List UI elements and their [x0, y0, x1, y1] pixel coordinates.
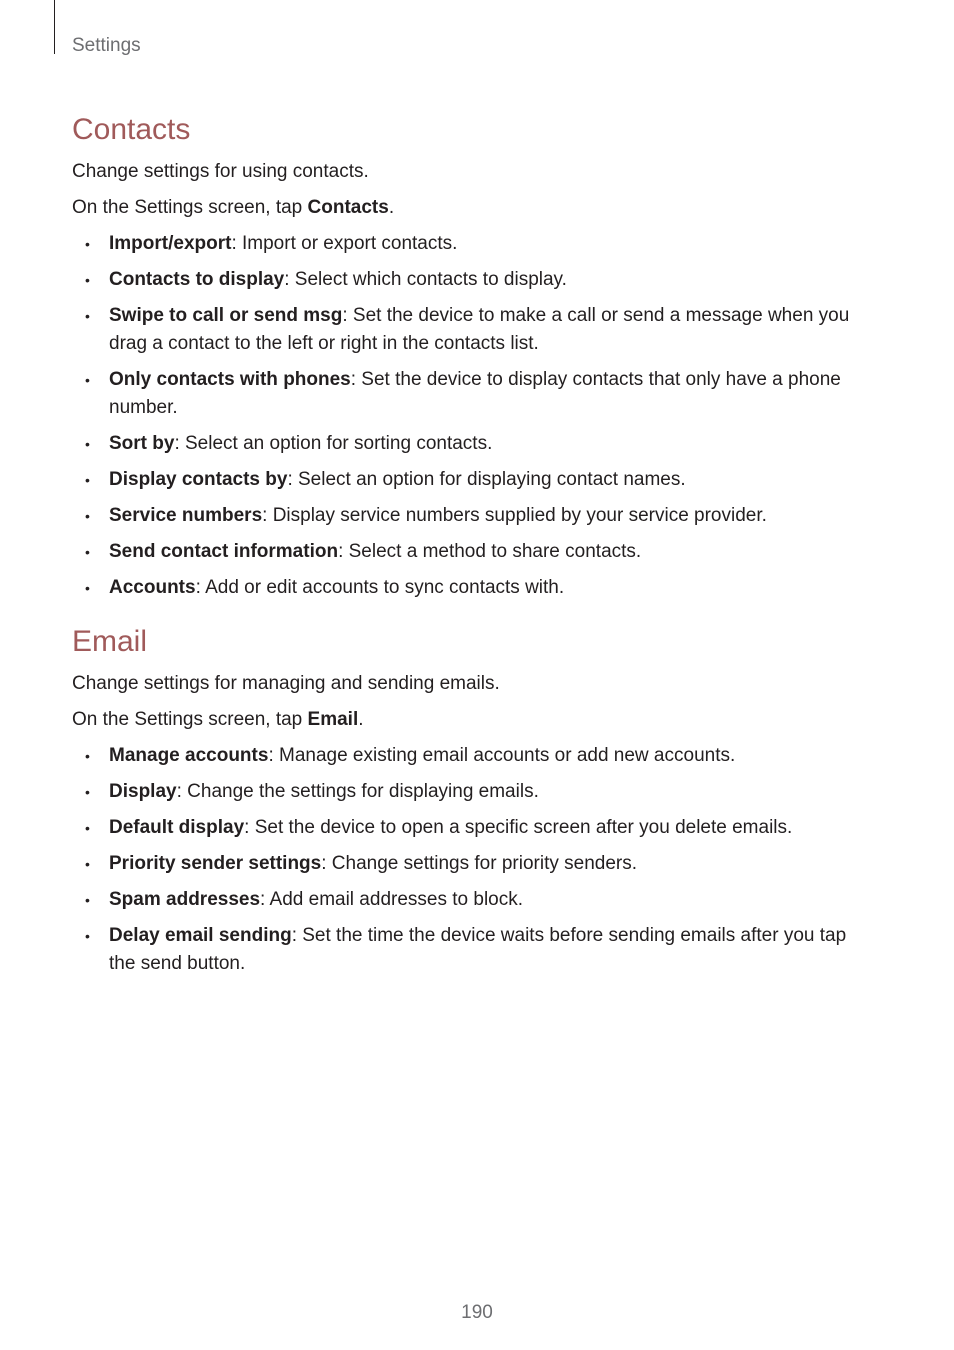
item-description: : Change settings for priority senders. — [321, 853, 637, 874]
item-term: Swipe to call or send msg — [109, 305, 343, 326]
item-description: : Import or export contacts. — [231, 233, 458, 254]
item-term: Priority sender settings — [109, 853, 322, 874]
list-item — [72, 742, 872, 770]
bullet-icon: • — [85, 820, 90, 836]
item-term: Display contacts by — [109, 469, 288, 490]
item-description: : Select a method to share contacts. — [338, 541, 642, 562]
item-term: Display — [109, 781, 177, 802]
item-term: Accounts — [109, 577, 196, 598]
item-description: : Display service numbers supplied by your service provider. — [262, 505, 767, 526]
instruction-target: Email — [307, 709, 359, 730]
instruction-suffix: . — [358, 709, 364, 730]
list-item — [72, 366, 872, 422]
item-term: Service numbers — [109, 505, 263, 526]
bullet-icon: • — [85, 372, 90, 388]
list-item — [72, 302, 872, 358]
list-item — [72, 814, 872, 842]
section-intro: Change settings for using contacts. — [72, 161, 369, 182]
bullet-icon: • — [85, 436, 90, 452]
list-item — [72, 466, 872, 494]
item-description: : Set the device to open a specific screen after you delete emails. — [244, 817, 793, 838]
list-item — [72, 430, 872, 458]
options-list — [72, 230, 872, 602]
list-item — [72, 230, 872, 258]
item-description: : Add or edit accounts to sync contacts with. — [195, 577, 565, 598]
item-term: Sort by — [109, 433, 175, 454]
bullet-icon: • — [85, 928, 90, 944]
item-term: Contacts to display — [109, 269, 285, 290]
item-description: : Change the settings for displaying emails. — [176, 781, 539, 802]
header-rule — [54, 0, 55, 54]
bullet-icon: • — [85, 472, 90, 488]
item-description: : Select an option for displaying contact names. — [287, 469, 686, 490]
item-term: Send contact information — [109, 541, 339, 562]
item-term: Delay email sending — [109, 925, 292, 946]
section-title: Contacts — [72, 113, 191, 146]
options-list — [72, 742, 872, 978]
section-instruction — [72, 194, 872, 222]
bullet-icon: • — [85, 856, 90, 872]
section-intro: Change settings for managing and sending emails. — [72, 673, 500, 694]
bullet-icon: • — [85, 580, 90, 596]
item-description: : Select which contacts to display. — [284, 269, 567, 290]
item-description: : Set the device to make a call or send a message when you drag a contact to the left or right in the contacts list. — [109, 305, 850, 354]
running-header: Settings — [72, 35, 141, 56]
list-item — [72, 502, 872, 530]
section-title: Email — [72, 625, 148, 658]
bullet-icon: • — [85, 784, 90, 800]
item-description: : Manage existing email accounts or add new accounts. — [268, 745, 736, 766]
page-content — [72, 108, 872, 996]
item-description: : Set the time the device waits before sending emails after you tap the send button. — [109, 925, 847, 974]
section-email — [72, 620, 872, 978]
bullet-icon: • — [85, 544, 90, 560]
instruction-target: Contacts — [307, 197, 389, 218]
bullet-icon: • — [85, 236, 90, 252]
bullet-icon: • — [85, 508, 90, 524]
bullet-icon: • — [85, 892, 90, 908]
item-description: : Set the device to display contacts that only have a phone number. — [109, 369, 841, 418]
bullet-icon: • — [85, 308, 90, 324]
list-item — [72, 266, 872, 294]
instruction-suffix: . — [388, 197, 395, 218]
instruction-prefix: On the Settings screen, tap — [72, 709, 308, 730]
list-item — [72, 922, 872, 978]
list-item — [72, 886, 872, 914]
list-item — [72, 778, 872, 806]
bullet-icon: • — [85, 748, 90, 764]
section-contacts — [72, 108, 872, 602]
bullet-icon: • — [85, 272, 90, 288]
item-term: Spam addresses — [109, 889, 261, 910]
item-term: Manage accounts — [109, 745, 269, 766]
page-number: 190 — [461, 1302, 493, 1323]
list-item — [72, 538, 872, 566]
list-item — [72, 574, 872, 602]
list-item — [72, 850, 872, 878]
item-description: : Select an option for sorting contacts. — [174, 433, 493, 454]
item-description: : Add email addresses to block. — [260, 889, 524, 910]
instruction-prefix: On the Settings screen, tap — [72, 197, 308, 218]
item-term: Import/export — [109, 233, 232, 254]
section-instruction — [72, 706, 872, 734]
item-term: Only contacts with phones — [109, 369, 351, 390]
item-term: Default display — [109, 817, 245, 838]
